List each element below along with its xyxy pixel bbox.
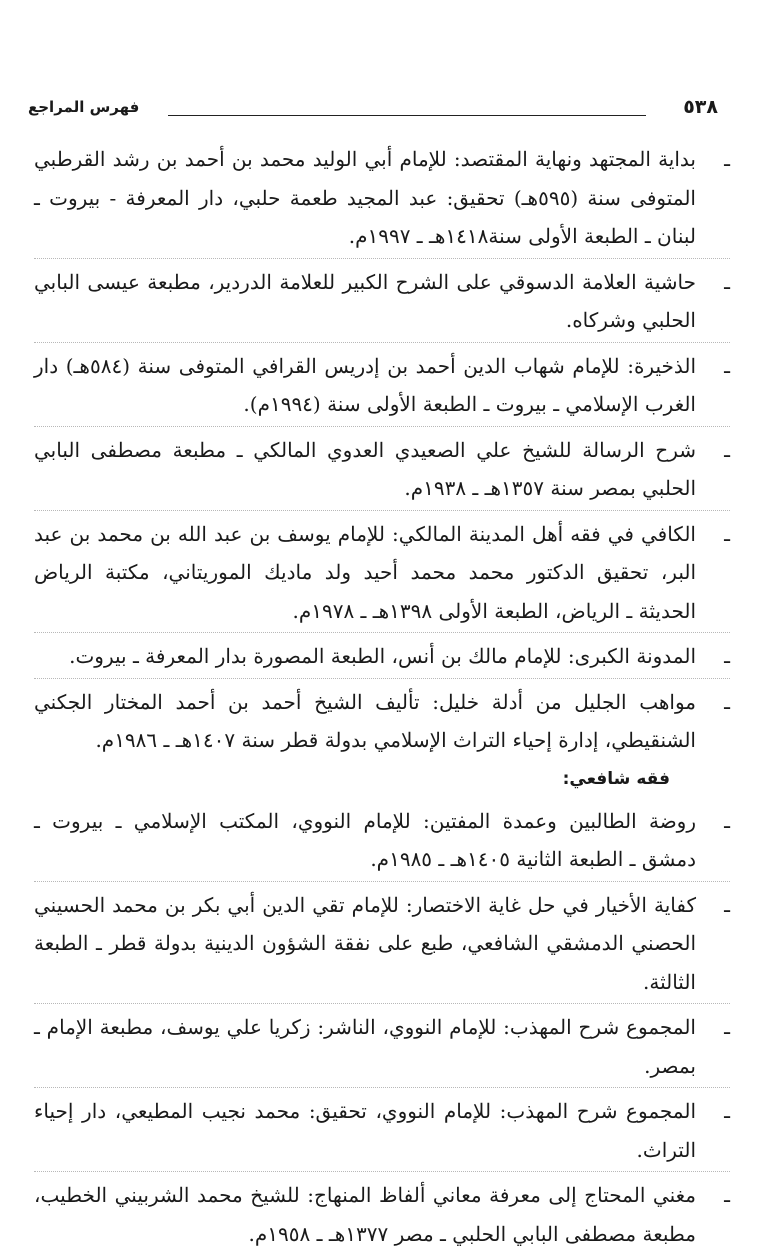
header-rule <box>168 115 646 116</box>
reference-text: حاشية العلامة الدسوقي على الشرح الكبير للعلامة الدردير، مطبعة عيسى البابي الحلبي وشركاه. <box>34 269 696 332</box>
reference-entry <box>34 426 730 508</box>
reference-entry <box>34 802 730 879</box>
reference-entry <box>34 1087 730 1169</box>
shafii-references <box>34 802 730 1254</box>
entry-bullet: ـ <box>724 437 730 462</box>
entry-bullet: ـ <box>724 269 730 294</box>
reference-entry <box>34 258 730 340</box>
entry-bullet: ـ <box>724 353 730 378</box>
page-header <box>28 96 718 126</box>
reference-text: مغني المحتاج إلى معرفة معاني ألفاظ المنهاج: للشيخ محمد الشربيني الخطيب، مطبعة مصطفى البابي الحلبي ـ مصر ١٣٧٧هـ ـ ١٩٥٨م. <box>34 1183 696 1246</box>
reference-text: مواهب الجليل من أدلة خليل: تأليف الشيخ أحمد بن أحمد المختار الجكني الشنقيطي، إدارة إحياء التراث الإسلامي بدولة قطر سنة ١٤٠٧هـ ـ ١٩٨٦م. <box>34 689 696 752</box>
reference-text: شرح الرسالة للشيخ علي الصعيدي العدوي المالكي ـ مطبعة مصطفى البابي الحلبي بمصر سنة ١٣٥٧هـ ـ ١٩٣٨م. <box>34 437 697 500</box>
reference-entry <box>34 1171 730 1253</box>
section-heading-shafii: فقه شافعي: <box>562 768 670 789</box>
entry-bullet: ـ <box>724 1183 730 1207</box>
maliki-references <box>34 140 730 760</box>
running-title: فهرس المراجع <box>28 98 140 116</box>
entry-bullet: ـ <box>724 644 730 668</box>
reference-entry <box>34 140 730 256</box>
reference-entry <box>34 632 730 676</box>
reference-text: المجموع شرح المهذب: للإمام النووي، الناشر: زكريا علي يوسف، مطبعة الإمام ـ بمصر. <box>34 1015 696 1078</box>
reference-text: بداية المجتهد ونهاية المقتصد: للإمام أبي الوليد محمد بن أحمد بن رشد القرطبي المتوفى سنة (٥٩٥هـ) تحقيق: عبد المجيد طعمة حلبي، دار المعرفة - بيروت ـ لبنان ـ الطبعة الأولى سنة١٤١٨هـ ـ ١٩٩٧م. <box>34 147 696 248</box>
entry-bullet: ـ <box>724 521 730 546</box>
references-list <box>34 140 730 1255</box>
reference-entry <box>34 881 730 1002</box>
entry-bullet: ـ <box>724 1099 730 1123</box>
reference-text: روضة الطالبين وعمدة المفتين: للإمام النووي، المكتب الإسلامي ـ بيروت ـ دمشق ـ الطبعة الثانية ١٤٠٥هـ ـ ١٩٨٥م. <box>34 808 696 871</box>
reference-text: الذخيرة: للإمام شهاب الدين أحمد بن إدريس القرافي المتوفى سنة (٥٨٤هـ) دار الغرب الإسلامي ـ بيروت ـ الطبعة الأولى سنة (١٩٩٤م). <box>34 353 697 416</box>
reference-entry <box>34 342 730 424</box>
entry-bullet: ـ <box>724 808 730 833</box>
entry-bullet: ـ <box>724 892 730 917</box>
reference-text: المدونة الكبرى: للإمام مالك بن أنس، الطبعة المصورة بدار المعرفة ـ بيروت. <box>69 644 696 668</box>
reference-entry <box>34 1003 730 1085</box>
reference-entry <box>34 678 730 760</box>
reference-entry <box>34 510 730 631</box>
entry-bullet: ـ <box>724 689 730 714</box>
page-number: ٥٣٨ <box>683 96 718 118</box>
entry-bullet: ـ <box>724 147 730 171</box>
entry-bullet: ـ <box>724 1015 730 1039</box>
reference-text: الكافي في فقه أهل المدينة المالكي: للإمام يوسف بن عبد الله بن محمد بن عبد البر، تحقيق الدكتور محمد محمد أحيد ولد ماديك الموريتاني، مكتبة الرياض الحديثة ـ الرياض، الطبعة الأولى ١٣٩٨هـ ـ ١٩٧٨م. <box>34 521 697 623</box>
reference-text: كفاية الأخيار في حل غاية الاختصار: للإمام تقي الدين أبي بكر بن محمد الحسيني الحصني الدمشقي الشافعي، طبع على نفقة الشؤون الدينية بدولة قطر ـ الطبعة الثالثة. <box>34 892 696 994</box>
reference-text: المجموع شرح المهذب: للإمام النووي، تحقيق: محمد نجيب المطيعي، دار إحياء التراث. <box>34 1099 697 1162</box>
